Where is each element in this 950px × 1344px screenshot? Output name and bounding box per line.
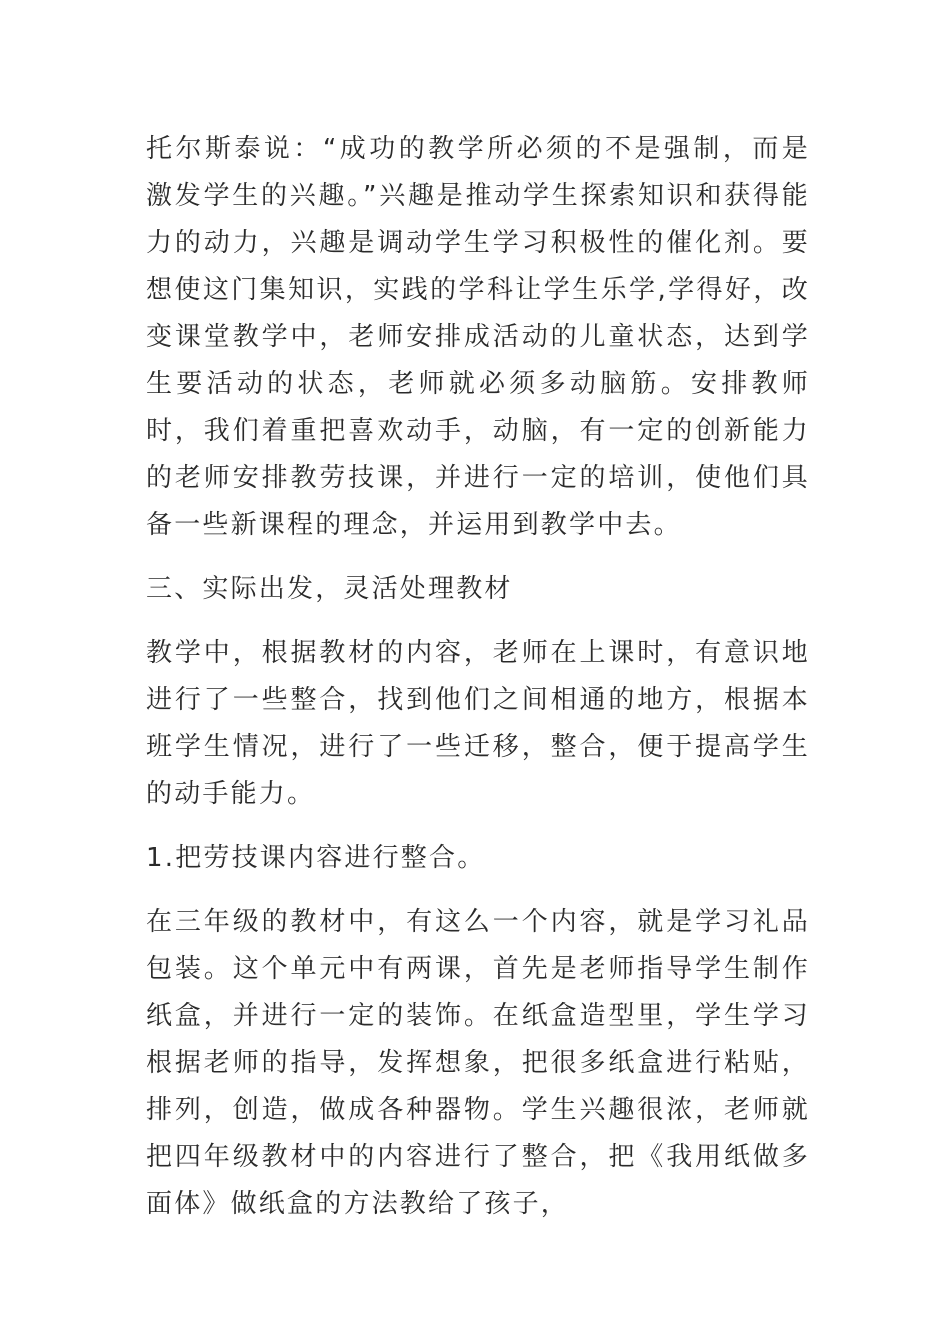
section-heading-teaching-materials: 三、实际出发，灵活处理教材 [146, 574, 513, 604]
paragraph-gift-packaging: 在三年级的教材中，有这么一个内容，就是学习礼品包装。这个单元中有两课，首先是老师指导学生制作纸盒，并进行一定的装饰。在纸盒造型里，学生学习根据老师的指导，发挥想象，把很多纸盒进行粘贴，排列，创造，做成各种器物。学生兴趣很浓，老师就把四年级教材中的内容进行了整合，把《我用纸做多面体》做纸盒的方法教给了孩子， [146, 907, 810, 1219]
document-page [146, 126, 810, 1245]
paragraph-interest: 托尔斯泰说：“成功的教学所必须的不是强制，而是激发学生的兴趣。”兴趣是推动学生探索知识和获得能力的动力，兴趣是调动学生学习积极性的催化剂。要想使这门集知识，实践的学科让学生乐学,学得好，改变课堂教学中，老师安排成活动的儿童状态，达到学生要活动的状态，老师就必须多动脑筋。安排教师时，我们着重把喜欢动手，动脑，有一定的创新能力的老师安排教劳技课，并进行一定的培训，使他们具备一些新课程的理念，并运用到教学中去。 [146, 134, 810, 540]
subsection-heading-1: 1.把劳技课内容进行整合。 [146, 843, 486, 873]
paragraph-integration: 教学中，根据教材的内容，老师在上课时，有意识地进行了一些整合，找到他们之间相通的地方，根据本班学生情况，进行了一些迁移，整合，便于提高学生的动手能力。 [146, 638, 810, 809]
